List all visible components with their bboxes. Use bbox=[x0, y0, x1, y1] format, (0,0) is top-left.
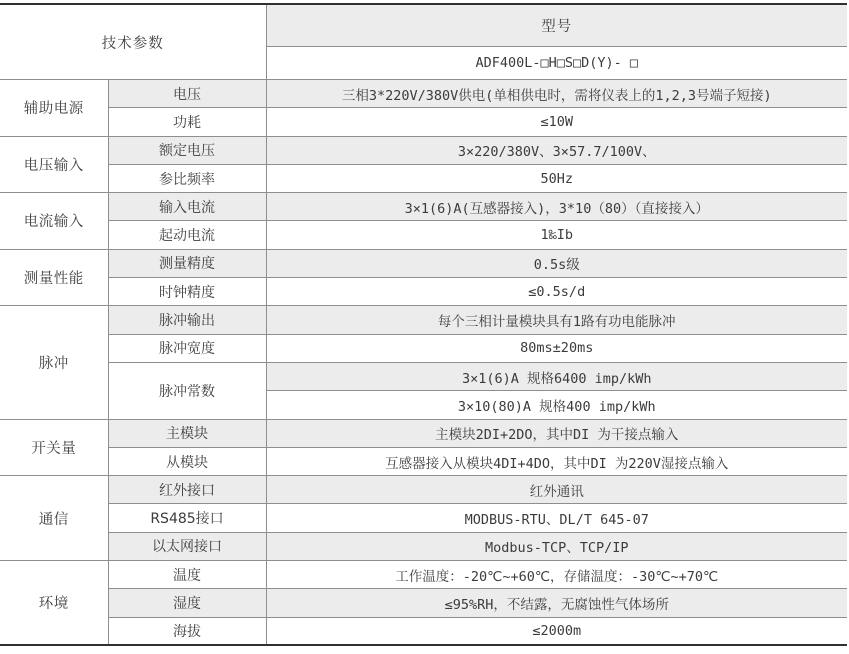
param-cell: 时钟精度 bbox=[108, 278, 266, 306]
table-row bbox=[0, 136, 847, 164]
table-row bbox=[0, 221, 847, 249]
param-cell: 脉冲宽度 bbox=[108, 334, 266, 362]
param-cell-pulse-constant: 脉冲常数 bbox=[108, 362, 266, 419]
table-row bbox=[0, 249, 847, 277]
value-cell: ≤0.5s/d bbox=[266, 278, 847, 306]
table-row bbox=[0, 108, 847, 136]
param-cell: 额定电压 bbox=[108, 136, 266, 164]
param-cell: RS485接口 bbox=[108, 504, 266, 532]
param-cell: 测量精度 bbox=[108, 249, 266, 277]
table-row bbox=[0, 589, 847, 617]
table-row bbox=[0, 476, 847, 504]
table-row bbox=[0, 193, 847, 221]
group-cell-communication: 通信 bbox=[0, 476, 108, 561]
table-row bbox=[0, 617, 847, 645]
value-cell: 80ms±20ms bbox=[266, 334, 847, 362]
group-cell-digital-io: 开关量 bbox=[0, 419, 108, 476]
table-row bbox=[0, 504, 847, 532]
value-cell: 三相3*220V/380V供电(单相供电时，需将仪表上的1,2,3号端子短接) bbox=[266, 80, 847, 108]
param-cell: 温度 bbox=[108, 561, 266, 589]
value-cell: 3×220/380V、3×57.7/100V、 bbox=[266, 136, 847, 164]
group-cell-aux-power: 辅助电源 bbox=[0, 80, 108, 137]
group-cell-voltage-input: 电压输入 bbox=[0, 136, 108, 193]
value-cell: 1‰Ib bbox=[266, 221, 847, 249]
param-cell: 输入电流 bbox=[108, 193, 266, 221]
model-number: ADF400L-□H□S□D(Y)- □ bbox=[266, 47, 847, 80]
param-cell: 红外接口 bbox=[108, 476, 266, 504]
table-row bbox=[0, 334, 847, 362]
param-cell: 起动电流 bbox=[108, 221, 266, 249]
value-cell: Modbus-TCP、TCP/IP bbox=[266, 532, 847, 560]
table-row bbox=[0, 447, 847, 475]
group-cell-measurement: 测量性能 bbox=[0, 249, 108, 306]
value-cell: ≤2000m bbox=[266, 617, 847, 645]
param-cell: 参比频率 bbox=[108, 164, 266, 192]
table-row bbox=[0, 419, 847, 447]
group-cell-pulse: 脉冲 bbox=[0, 306, 108, 419]
spec-sheet bbox=[0, 3, 849, 646]
value-cell: 50Hz bbox=[266, 164, 847, 192]
value-cell: 主模块2DI+2DO，其中DI 为干接点输入 bbox=[266, 419, 847, 447]
table-row bbox=[0, 561, 847, 589]
table-row bbox=[0, 306, 847, 334]
value-cell: 红外通讯 bbox=[266, 476, 847, 504]
model-header: 型号 bbox=[266, 4, 847, 47]
table-row bbox=[0, 80, 847, 108]
value-cell: 3×10(80)A 规格400 imp/kWh bbox=[266, 391, 847, 419]
value-cell: 3×1(6)A 规格6400 imp/kWh bbox=[266, 362, 847, 390]
param-cell: 电压 bbox=[108, 80, 266, 108]
value-cell: MODBUS-RTU、DL/T 645-07 bbox=[266, 504, 847, 532]
param-cell: 以太网接口 bbox=[108, 532, 266, 560]
value-cell: 3×1(6)A(互感器接入)，3*10（80）（直接接入） bbox=[266, 193, 847, 221]
table-row bbox=[0, 278, 847, 306]
param-cell: 功耗 bbox=[108, 108, 266, 136]
value-cell: ≤10W bbox=[266, 108, 847, 136]
param-cell: 脉冲输出 bbox=[108, 306, 266, 334]
value-cell: 互感器接入从模块4DI+4DO，其中DI 为220V湿接点输入 bbox=[266, 447, 847, 475]
param-cell: 主模块 bbox=[108, 419, 266, 447]
table-row bbox=[0, 362, 847, 390]
value-cell: ≤95%RH，不结露，无腐蚀性气体场所 bbox=[266, 589, 847, 617]
tech-params-header: 技术参数 bbox=[0, 4, 266, 80]
table-row bbox=[0, 532, 847, 560]
param-cell: 从模块 bbox=[108, 447, 266, 475]
group-cell-current-input: 电流输入 bbox=[0, 193, 108, 250]
value-cell: 0.5s级 bbox=[266, 249, 847, 277]
group-cell-environment: 环境 bbox=[0, 561, 108, 646]
value-cell: 工作温度：-20℃~+60℃，存储温度：-30℃~+70℃ bbox=[266, 561, 847, 589]
param-cell: 海拔 bbox=[108, 617, 266, 645]
table-row bbox=[0, 164, 847, 192]
param-cell: 湿度 bbox=[108, 589, 266, 617]
value-cell: 每个三相计量模块具有1路有功电能脉冲 bbox=[266, 306, 847, 334]
spec-table bbox=[0, 3, 847, 646]
